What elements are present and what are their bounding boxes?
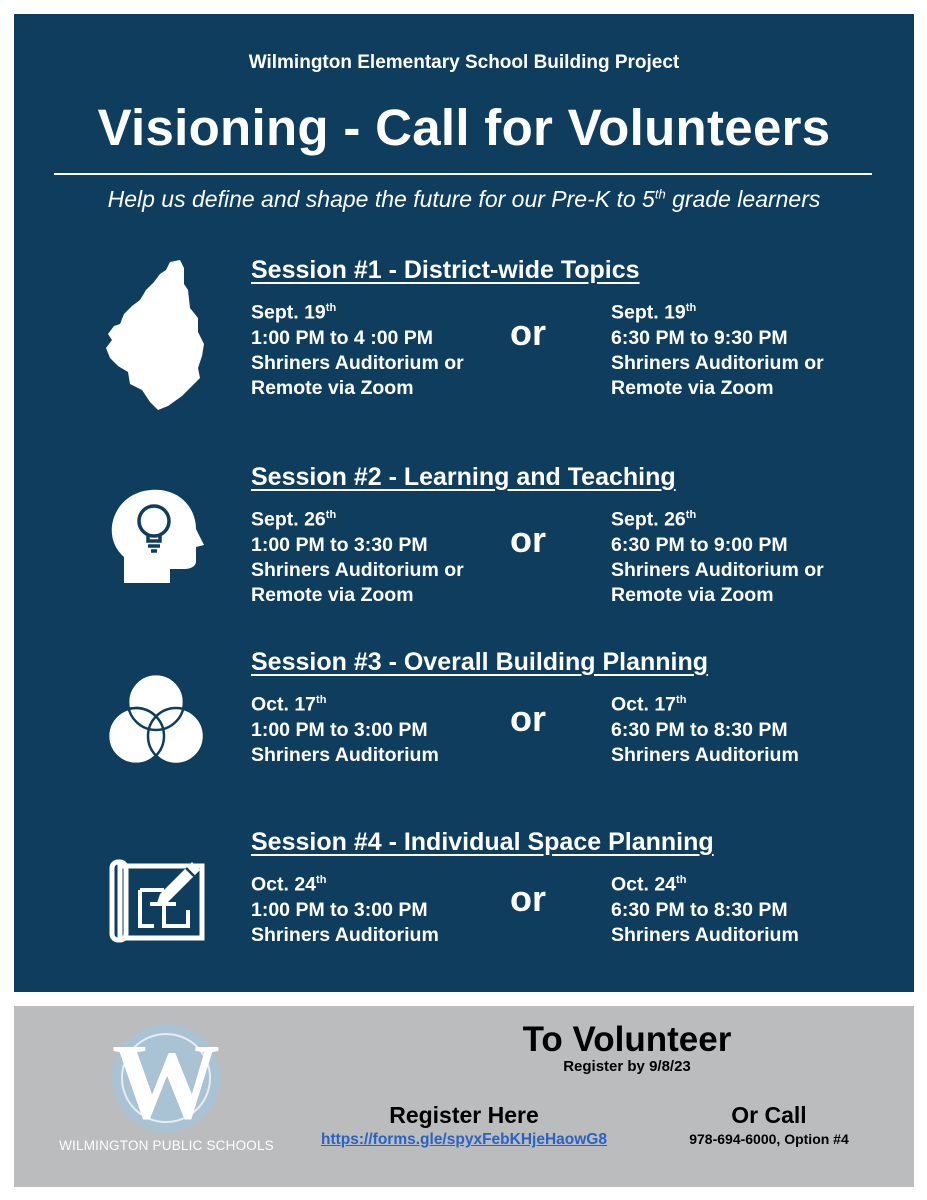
register-heading: Register Here [389,1102,539,1128]
session-2-afternoon: Sept. 26th 1:00 PM to 3:30 PM Shriners Auditorium or Remote via Zoom [251,508,464,606]
flyer-panel [14,14,914,992]
subtitle: Help us define and shape the future for our Pre-K to 5th grade learners [107,186,821,212]
or-label: or [510,519,546,560]
session-2-title: Session #2 - Learning and Teaching [251,463,676,491]
session-4-title: Session #4 - Individual Space Planning [251,828,714,856]
or-label: or [510,698,546,739]
session-4-evening: Oct. 24th 6:30 PM to 8:30 PM Shriners Auditorium [611,873,799,946]
or-label: or [510,878,546,919]
session-1-title: Session #1 - District-wide Topics [251,256,640,284]
volunteer-footer [14,1006,914,1187]
page-title: Visioning - Call for Volunteers [97,99,831,156]
venn-diagram-icon [106,672,206,768]
session-3-title: Session #3 - Overall Building Planning [251,648,709,676]
blueprint-pencil-icon [106,854,206,944]
call-number: 978-694-6000, Option #4 [689,1131,849,1147]
register-link[interactable]: https://forms.gle/spyxFebKHjeHaowG8 [321,1131,607,1148]
head-lightbulb-icon [106,485,206,585]
session-3-evening: Oct. 17th 6:30 PM to 8:30 PM Shriners Auditorium [611,693,799,766]
logo-letter: W [112,1023,220,1142]
volunteer-deadline: Register by 9/8/23 [563,1058,691,1075]
school-seal-icon [54,1022,279,1142]
map-icon [106,260,206,412]
session-3-afternoon: Oct. 17th 1:00 PM to 3:00 PM Shriners Auditorium [251,693,439,766]
or-label: or [510,312,546,353]
logo-text: WILMINGTON PUBLIC SCHOOLS [59,1138,274,1153]
session-2-evening: Sept. 26th 6:30 PM to 9:00 PM Shriners Auditorium or Remote via Zoom [611,508,824,606]
session-4-afternoon: Oct. 24th 1:00 PM to 3:00 PM Shriners Auditorium [251,873,439,946]
session-1-evening: Sept. 19th 6:30 PM to 9:30 PM Shriners Auditorium or Remote via Zoom [611,301,824,399]
volunteer-title: To Volunteer [522,1020,732,1059]
session-1-afternoon: Sept. 19th 1:00 PM to 4 :00 PM Shriners Auditorium or Remote via Zoom [251,301,464,399]
title-divider [54,173,872,175]
project-name: Wilmington Elementary School Building Project [248,52,680,73]
call-heading: Or Call [731,1102,807,1128]
